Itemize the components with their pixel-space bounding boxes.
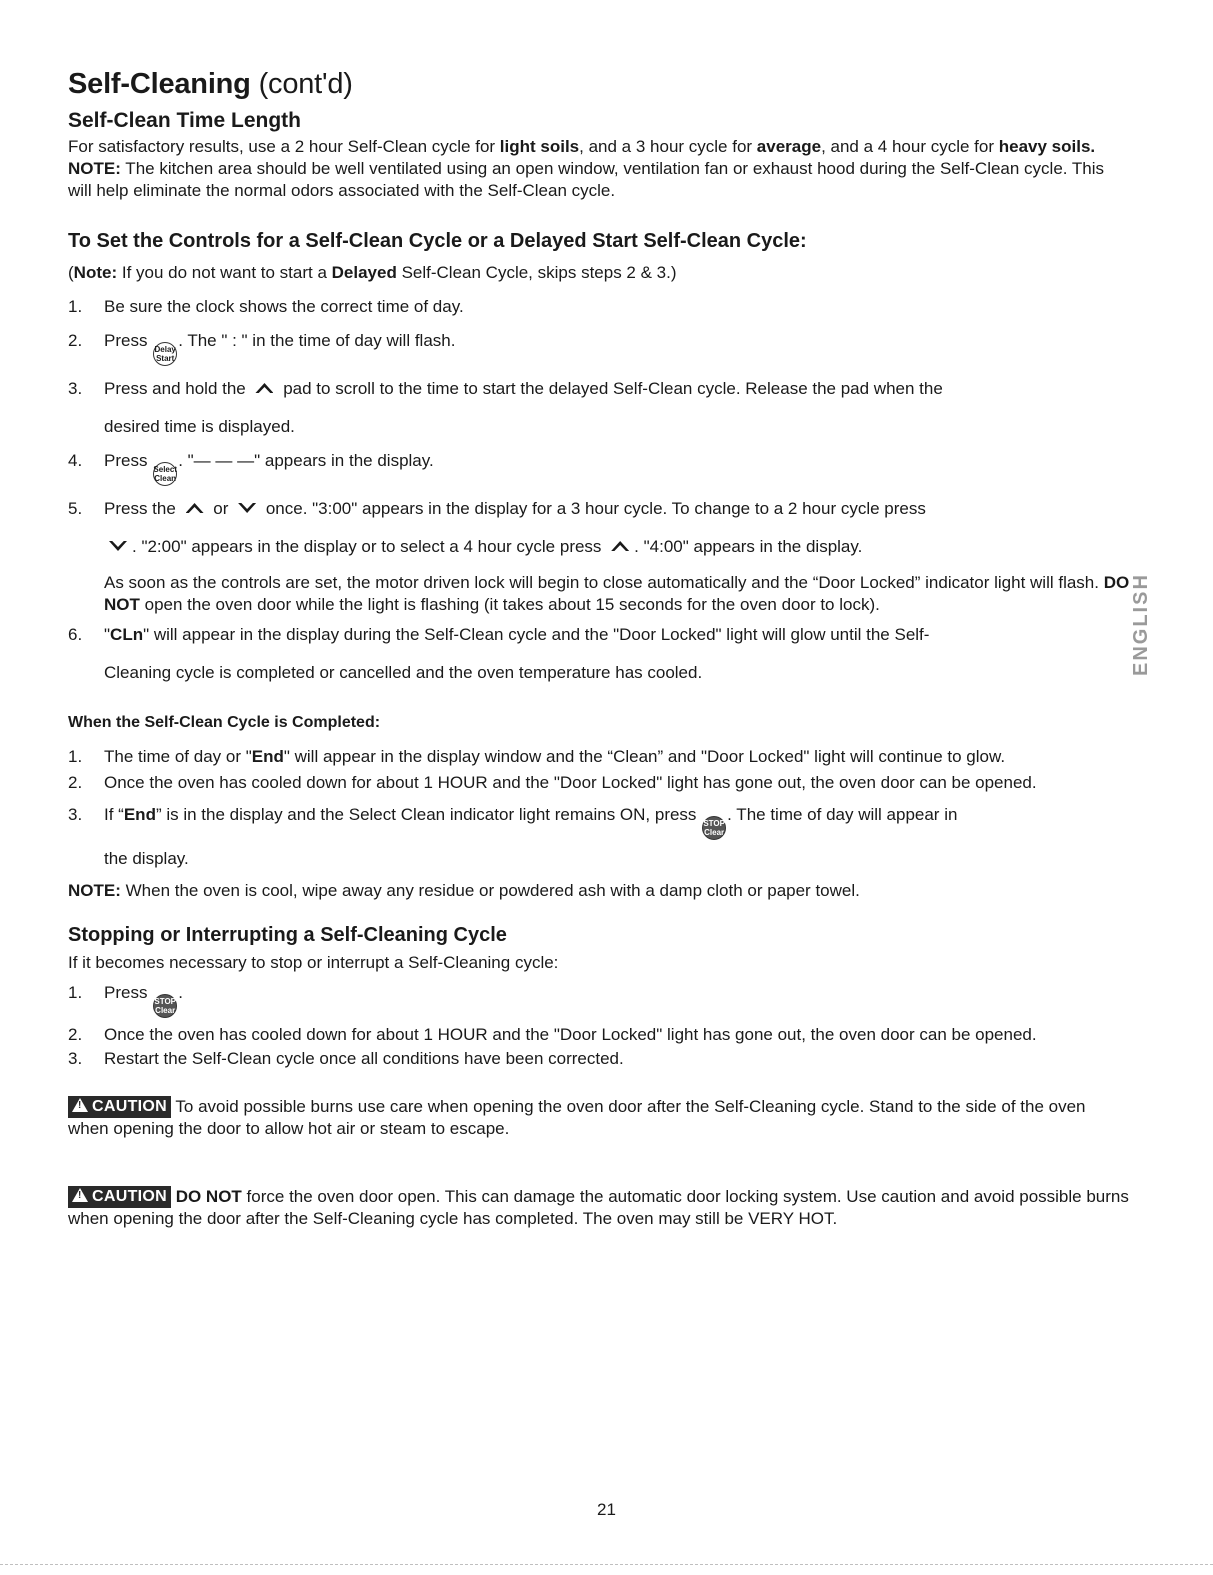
- lock-explanation: As soon as the controls are set, the motor driven lock will begin to close automatically and the “Door Locked” indicator light will flash. DO NOT open the oven door while the light is flashing (it takes about 15 seconds for the oven door to lock).: [104, 573, 1130, 614]
- list-item: 1. Press STOP Clear .: [68, 982, 1130, 1018]
- title-sub: (cont'd): [258, 68, 353, 100]
- language-side-tab: ENGLISH: [1130, 573, 1152, 677]
- list-item: 3. Press and hold the pad to scroll to the time to start the delayed Self-Clean cycle. Release the pad when the desired time is displayed.: [68, 379, 943, 436]
- caution-badge: !CAUTION: [68, 1186, 171, 1208]
- list-item: 6. "CLn" will appear in the display during the Self-Clean cycle and the "Door Locked" light will glow until the Self- Cleaning cycle is completed or cancelled and the oven temperature has cooled.: [68, 625, 930, 682]
- arrow-up-icon: [253, 381, 275, 395]
- arrow-up-icon: [184, 501, 206, 515]
- list-item: 2. Once the oven has cooled down for about 1 HOUR and the "Door Locked" light has gone out, the oven door can be opened.: [68, 1025, 1037, 1044]
- arrow-down-icon: [236, 501, 258, 515]
- completed-note: NOTE: When the oven is cool, wipe away any residue or powdered ash with a damp cloth or paper towel.: [68, 881, 860, 900]
- bottom-divider: [0, 1564, 1213, 1565]
- set-controls-steps: [68, 296, 1130, 684]
- list-item: 1. Be sure the clock shows the correct time of day.: [68, 297, 464, 316]
- warning-triangle-icon: [72, 1098, 88, 1112]
- list-item: 4. Press Select Clean . "— — —" appears in the display.: [68, 450, 1130, 486]
- delay-start-pad-icon: Delay Start: [153, 342, 177, 366]
- caution-paragraph-1: !CAUTION To avoid possible burns use care when opening the oven door after the Self-Cleaning cycle. Stand to the side of the oven when opening the door to allow hot air or steam to escape.: [68, 1096, 1130, 1140]
- select-clean-pad-icon: Select Clean: [153, 462, 177, 486]
- warning-triangle-icon: [72, 1188, 88, 1202]
- title-main: Self-Cleaning: [68, 68, 251, 100]
- time-length-paragraph: For satisfactory results, use a 2 hour Self-Clean cycle for light soils, and a 3 hour cycle for average, and a 4 hour cycle for heavy soils. NOTE: The kitchen area should be well ventilated using an open window, ventilation fan or exhaust hood during the Self-Clean cycle. This will help eliminate the normal odors associated with the Self-Clean cycle.: [68, 137, 1105, 200]
- list-item: 2. Once the oven has cooled down for about 1 HOUR and the "Door Locked" light has gone out, the oven door can be opened.: [68, 773, 1037, 792]
- caution-badge: !CAUTION: [68, 1096, 171, 1118]
- stop-clear-pad-icon: STOP Clear: [153, 994, 177, 1018]
- time-length-heading: Self-Clean Time Length: [68, 109, 301, 132]
- arrow-down-icon: [107, 539, 129, 553]
- set-controls-note: (Note: If you do not want to start a Delayed Self-Clean Cycle, skips steps 2 & 3.): [68, 263, 677, 282]
- page-title: [68, 64, 1130, 104]
- completed-list: [68, 746, 1130, 870]
- stopping-list: [68, 982, 1130, 1070]
- page-number: 21: [597, 1500, 616, 1519]
- stop-clear-pad-icon: STOP Clear: [702, 816, 726, 840]
- stopping-heading: Stopping or Interrupting a Self-Cleaning Cycle: [68, 924, 507, 946]
- set-controls-heading: To Set the Controls for a Self-Clean Cycle or a Delayed Start Self-Clean Cycle:: [68, 230, 807, 252]
- list-item: 2. Press Delay Start . The " : " in the time of day will flash.: [68, 330, 1130, 366]
- arrow-up-icon: [609, 539, 631, 553]
- page-content: [68, 64, 1130, 1230]
- list-item: 1. The time of day or "End" will appear in the display window and the “Clean” and "Door Locked" light will continue to glow.: [68, 747, 1006, 766]
- caution-paragraph-2: !CAUTION DO NOT force the oven door open. This can damage the automatic door locking system. Use caution and avoid possible burns when opening the door after the Self-Cleaning cycle has completed. The oven may still be VERY HOT.: [68, 1186, 1130, 1230]
- list-item: 5. Press the or once. "3:00" appears in the display for a 3 hour cycle. To change to a 2 hour cycle press . "2:00" appears in the display or to select a 4 hour cycle press . "4:00" appears in the display. As soon as the controls are set, the motor driven lock will begin to close automatically and the “Door Locked” indicator light will flash. DO NOT open the oven door while the light is flashing (it takes about 15 seconds for the oven door to lock).: [68, 499, 1130, 614]
- list-item: 3. If “End” is in the display and the Select Clean indicator light remains ON, press STOP Clear . The time of day will appear in the display.: [68, 805, 958, 868]
- stopping-intro: If it becomes necessary to stop or interrupt a Self-Cleaning cycle:: [68, 953, 559, 972]
- list-item: 3. Restart the Self-Clean cycle once all conditions have been corrected.: [68, 1049, 624, 1068]
- completed-heading: When the Self-Clean Cycle is Completed:: [68, 714, 381, 731]
